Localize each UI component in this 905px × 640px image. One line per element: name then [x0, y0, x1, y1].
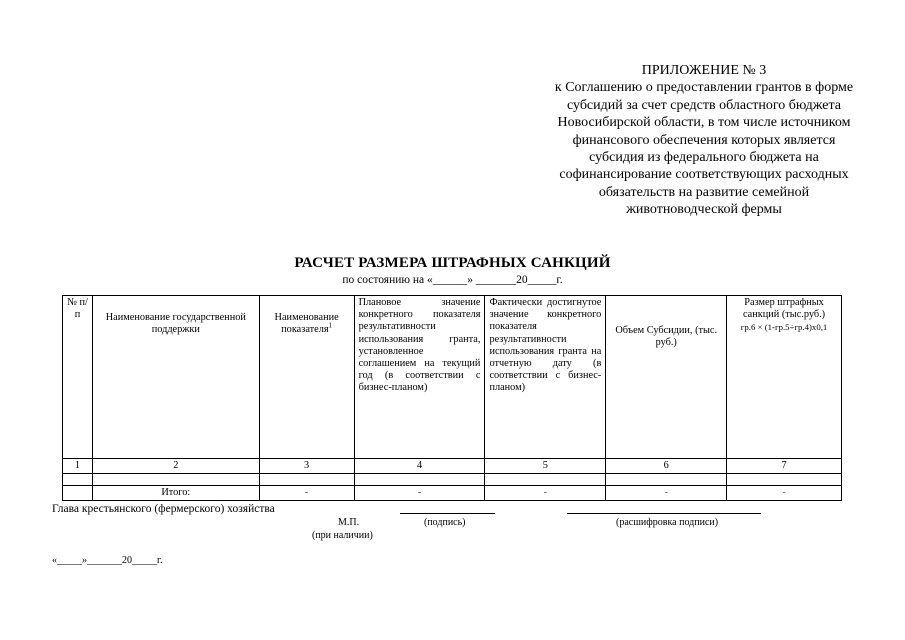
decoding-caption: (расшифровка подписи)	[616, 517, 719, 528]
signing-date: «_____»_______20_____г.	[52, 555, 163, 566]
header-subsidy-amount: Объем Субсидии, (тыс. руб.)	[606, 296, 727, 459]
appendix-heading: ПРИЛОЖЕНИЕ № 3	[641, 63, 767, 78]
table-cell	[727, 474, 842, 486]
sanction-formula: гр.6 × (1-гр.5÷гр.4)х0,1	[740, 322, 828, 333]
header-planned-value: Плановое значение конкретного показателя результативности использования гранта, установленное соглашением на текущий год (в соответствии с бизнес-планом)	[354, 296, 485, 459]
total-row	[63, 486, 842, 501]
table-cell	[485, 474, 606, 486]
appendix-line: софинансирование соответствующих расходных	[559, 167, 849, 183]
document-title: РАСЧЕТ РАЗМЕРА ШТРАФНЫХ САНКЦИЙ	[294, 255, 611, 271]
appendix-line: финансового обеспечения которых является	[572, 132, 836, 148]
appendix-line: субсидия из федерального бюджета на	[589, 150, 819, 166]
table-cell	[63, 486, 93, 501]
table-cell	[63, 474, 93, 486]
column-number: 2	[92, 459, 259, 474]
appendix-line: обязательств на развитие семейной	[598, 184, 810, 200]
seal-label: М.П.	[338, 517, 360, 528]
sanctions-table	[62, 295, 842, 501]
total-cell: -	[606, 486, 727, 501]
header-number: № п/п	[63, 296, 93, 459]
empty-data-row	[63, 474, 842, 486]
appendix-line: к Соглашению о предоставлении грантов в форме	[554, 80, 854, 96]
total-cell: -	[727, 486, 842, 501]
header-sanction-label: Размер штрафных санкций (тыс.руб.)	[742, 297, 826, 321]
signature-line	[400, 513, 495, 514]
header-indicator-name	[259, 296, 354, 459]
table-cell	[259, 474, 354, 486]
appendix-line: Новосибирской области, в том числе источником	[557, 115, 851, 131]
decoding-line	[567, 513, 761, 514]
total-cell: -	[354, 486, 485, 501]
total-cell: -	[259, 486, 354, 501]
column-number: 1	[63, 459, 93, 474]
column-number: 5	[485, 459, 606, 474]
column-number: 4	[354, 459, 485, 474]
total-cell: -	[485, 486, 606, 501]
header-sanction-amount	[727, 296, 842, 459]
table-header-row	[63, 296, 842, 459]
head-title: Глава крестьянского (фермерского) хозяйства	[52, 503, 275, 515]
footnote-mark: 1	[328, 321, 333, 330]
header-actual-value: Фактически достигнутое значение конкретного показателя результативности использования гранта на отчетную дату (в соответствии с бизнес-планом)	[485, 296, 606, 459]
table-cell	[92, 474, 259, 486]
column-number: 3	[259, 459, 354, 474]
total-label: Итого:	[92, 486, 259, 501]
header-indicator-label: Наименование показателя	[274, 312, 339, 336]
if-any-caption: (при наличии)	[312, 530, 373, 541]
column-number: 7	[727, 459, 842, 474]
appendix-block	[528, 62, 880, 219]
column-number-row	[63, 459, 842, 474]
document-subtitle: по состоянию на «______» _______20_____г.	[342, 274, 563, 286]
table-cell	[354, 474, 485, 486]
header-support-name: Наименование государственной поддержки	[92, 296, 259, 459]
column-number: 6	[606, 459, 727, 474]
appendix-line: животноводческой фермы	[626, 202, 782, 218]
table-cell	[606, 474, 727, 486]
appendix-line: субсидий за счет средств областного бюджета	[566, 97, 842, 113]
signature-caption: (подпись)	[424, 517, 466, 528]
